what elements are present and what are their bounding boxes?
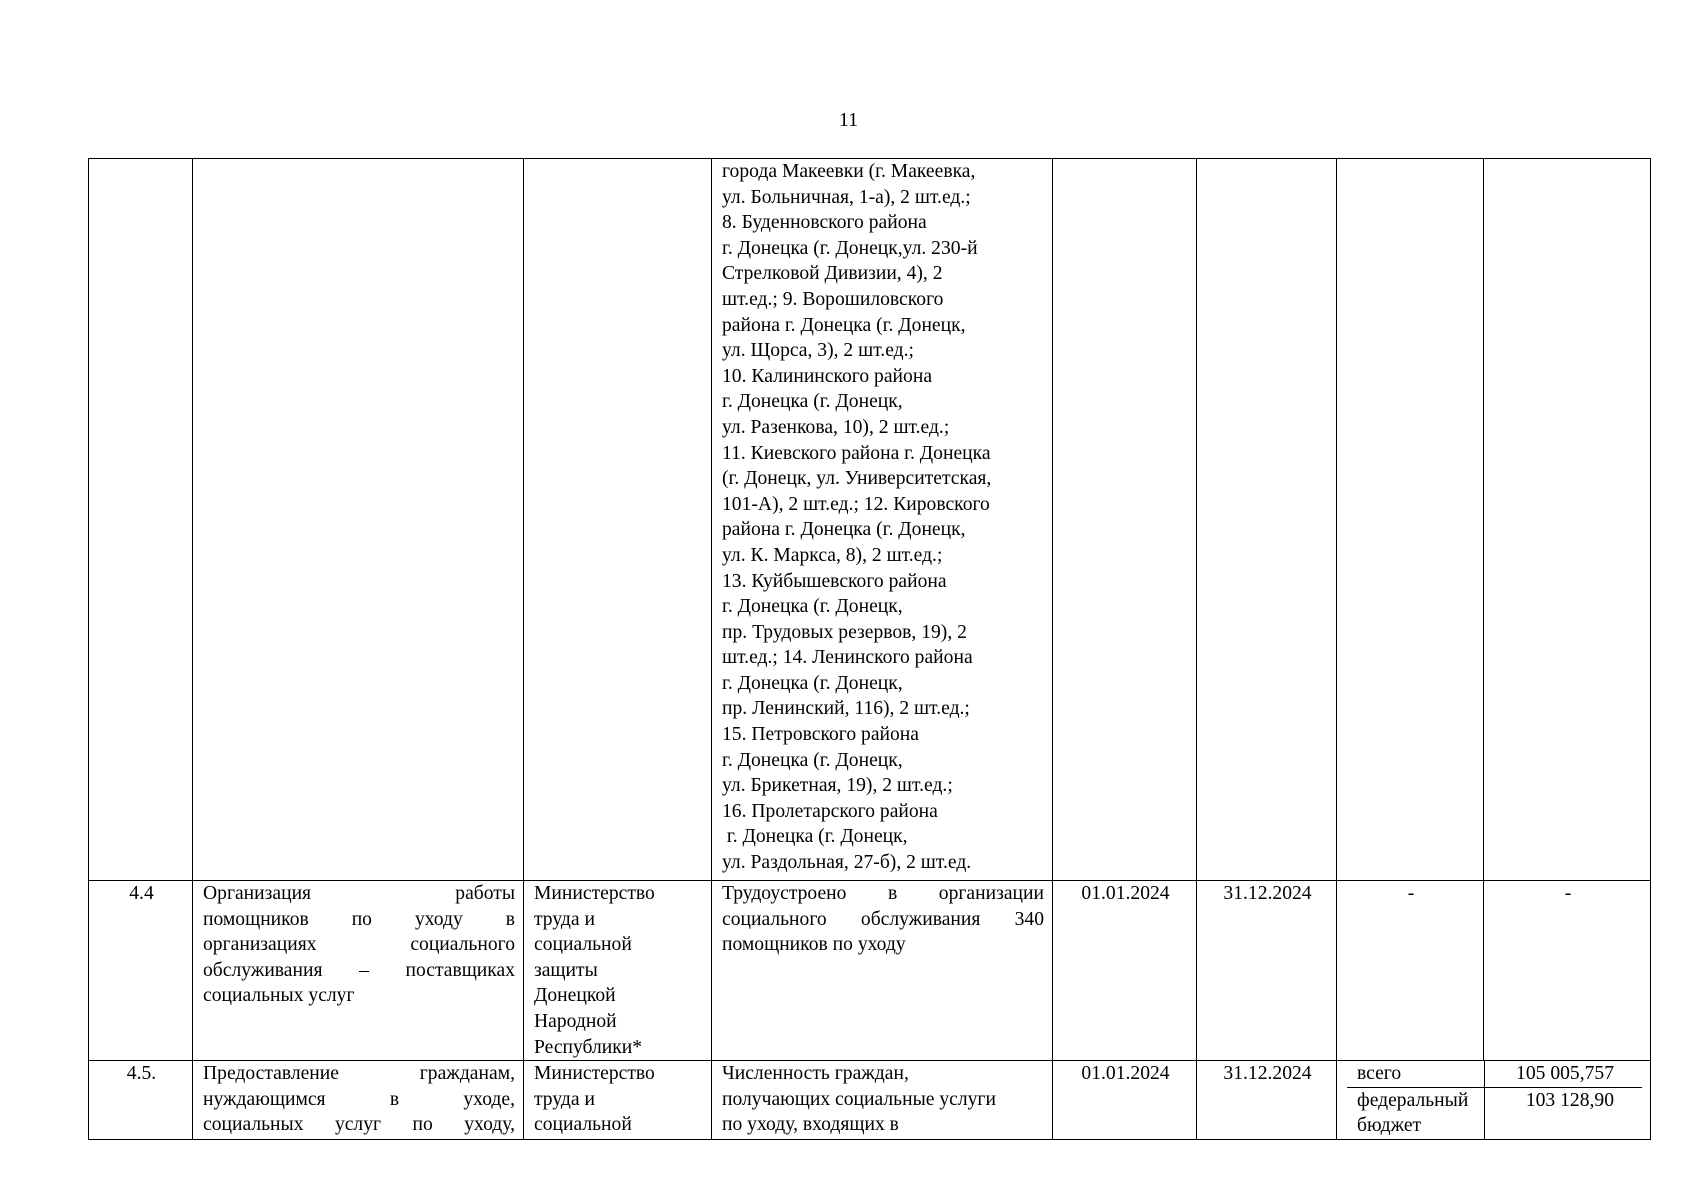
result-line: г. Донецка (г. Донецк, xyxy=(722,749,903,771)
result-line: Численность граждан, xyxy=(722,1063,909,1085)
result-line: г. Донецка (г. Донецк,ул. 230-й xyxy=(722,237,978,259)
cell-funding-amount: - xyxy=(1484,881,1651,1061)
funding-row-total xyxy=(1347,1061,1642,1088)
cell-executor xyxy=(524,1061,712,1140)
executor-line: социальной xyxy=(534,1114,632,1136)
cell-result xyxy=(712,1061,1053,1140)
executor-line: Республики* xyxy=(534,1036,643,1058)
executor-line: защиты xyxy=(534,959,598,981)
cell-row-number: 4.4 xyxy=(89,881,193,1061)
result-line: г. Донецка (г. Донецк, xyxy=(722,596,903,618)
table-row-continued xyxy=(89,159,1651,881)
activity-line: организациях социального xyxy=(203,934,515,956)
executor-line: Министерство xyxy=(534,1063,655,1085)
result-line: по уходу, входящих в xyxy=(722,1114,899,1136)
result-line: (г. Донецк, ул. Университетская, xyxy=(722,468,992,490)
cell-end-date: 31.12.2024 xyxy=(1197,881,1337,1061)
result-line: города Макеевки (г. Макеевка, xyxy=(722,161,976,182)
result-line: получающих социальные услуги xyxy=(722,1088,996,1110)
funding-amount-value: 105 005,757 xyxy=(1484,1061,1642,1087)
funding-source-label xyxy=(1347,1088,1484,1139)
result-line: пр. Трудовых резервов, 19), 2 xyxy=(722,621,967,643)
activity-line: помощников по уходу в xyxy=(203,908,515,930)
executor-line: Народной xyxy=(534,1010,617,1032)
result-line: ул. Разенкова, 10), 2 шт.ед.; xyxy=(722,416,950,438)
cell-start-empty xyxy=(1053,159,1197,881)
cell-activity xyxy=(193,881,524,1061)
result-line: пр. Ленинский, 116), 2 шт.ед.; xyxy=(722,698,970,720)
cell-amount-empty xyxy=(1484,159,1651,881)
funding-row-federal xyxy=(1347,1088,1642,1139)
result-line: 10. Калининского района xyxy=(722,365,933,387)
result-line: ул. Больничная, 1-а), 2 шт.ед.; xyxy=(722,186,971,208)
activity-line: Организация работы xyxy=(203,883,515,904)
result-line: 11. Киевского района г. Донецка xyxy=(722,442,991,464)
result-line: ул. Брикетная, 19), 2 шт.ед.; xyxy=(722,775,953,797)
result-line: 16. Пролетарского района xyxy=(722,800,938,822)
cell-start-date: 01.01.2024 xyxy=(1053,1061,1197,1140)
result-line: г. Донецка (г. Донецк, xyxy=(722,672,903,694)
cell-source-empty xyxy=(1337,159,1484,881)
result-line: ул. Раздольная, 27-б), 2 шт.ед. xyxy=(722,852,972,874)
result-line: 101-А), 2 шт.ед.; 12. Кировского xyxy=(722,493,990,515)
result-line: района г. Донецка (г. Донецк, xyxy=(722,314,966,336)
activity-line: социальных услуг по уходу, xyxy=(203,1114,515,1136)
cell-start-date: 01.01.2024 xyxy=(1053,881,1197,1061)
table-row-4-4 xyxy=(89,881,1651,1061)
activity-line: нуждающимся в уходе, xyxy=(203,1088,515,1110)
cell-end-empty xyxy=(1197,159,1337,881)
funding-source-line: федеральный xyxy=(1357,1089,1469,1111)
result-line: шт.ед.; 14. Ленинского района xyxy=(722,647,973,669)
result-line: ул. К. Маркса, 8), 2 шт.ед.; xyxy=(722,544,943,566)
result-line: г. Донецка (г. Донецк, xyxy=(722,391,903,413)
page-number: 11 xyxy=(838,109,859,131)
result-line: социального обслуживания 340 xyxy=(722,908,1044,930)
executor-line: Министерство xyxy=(534,883,655,904)
result-line: 13. Куйбышевского района xyxy=(722,570,947,592)
executor-line: социальной xyxy=(534,934,632,956)
cell-end-date: 31.12.2024 xyxy=(1197,1061,1337,1140)
result-line: Трудоустроено в организации xyxy=(722,883,1044,904)
executor-line: труда и xyxy=(534,908,595,930)
funding-source-label: всего xyxy=(1357,1063,1402,1085)
result-line: 15. Петровского района xyxy=(722,724,919,746)
cell-result xyxy=(712,881,1053,1061)
cell-row-number: 4.5. xyxy=(89,1061,193,1140)
result-line: ул. Щорса, 3), 2 шт.ед.; xyxy=(722,340,914,362)
executor-line: Донецкой xyxy=(534,985,616,1007)
result-line: района г. Донецка (г. Донецк, xyxy=(722,519,966,541)
executor-line: труда и xyxy=(534,1088,595,1110)
cell-executor xyxy=(524,881,712,1061)
activity-line: социальных услуг xyxy=(203,985,355,1007)
result-line: помощников по уходу xyxy=(722,934,906,956)
table-row-4-5 xyxy=(89,1061,1651,1140)
cell-num-empty xyxy=(89,159,193,881)
result-line: 8. Буденновского района xyxy=(722,212,927,234)
cell-result-continued xyxy=(712,159,1053,881)
cell-activity xyxy=(193,1061,524,1140)
activity-line: обслуживания – поставщиках xyxy=(203,959,515,981)
result-line: г. Донецка (г. Донецк, xyxy=(722,826,908,848)
cell-activity-empty xyxy=(193,159,524,881)
measures-table xyxy=(88,158,1651,1140)
result-line: шт.ед.; 9. Ворошиловского xyxy=(722,288,944,310)
funding-amount-value: 103 128,90 xyxy=(1484,1088,1642,1139)
cell-executor-empty xyxy=(524,159,712,881)
funding-source-line: бюджет xyxy=(1357,1115,1422,1137)
activity-line: Предоставление гражданам, xyxy=(203,1063,515,1085)
result-line: Стрелковой Дивизии, 4), 2 xyxy=(722,263,943,285)
cell-funding-source: - xyxy=(1337,881,1484,1061)
cell-funding xyxy=(1337,1061,1651,1140)
